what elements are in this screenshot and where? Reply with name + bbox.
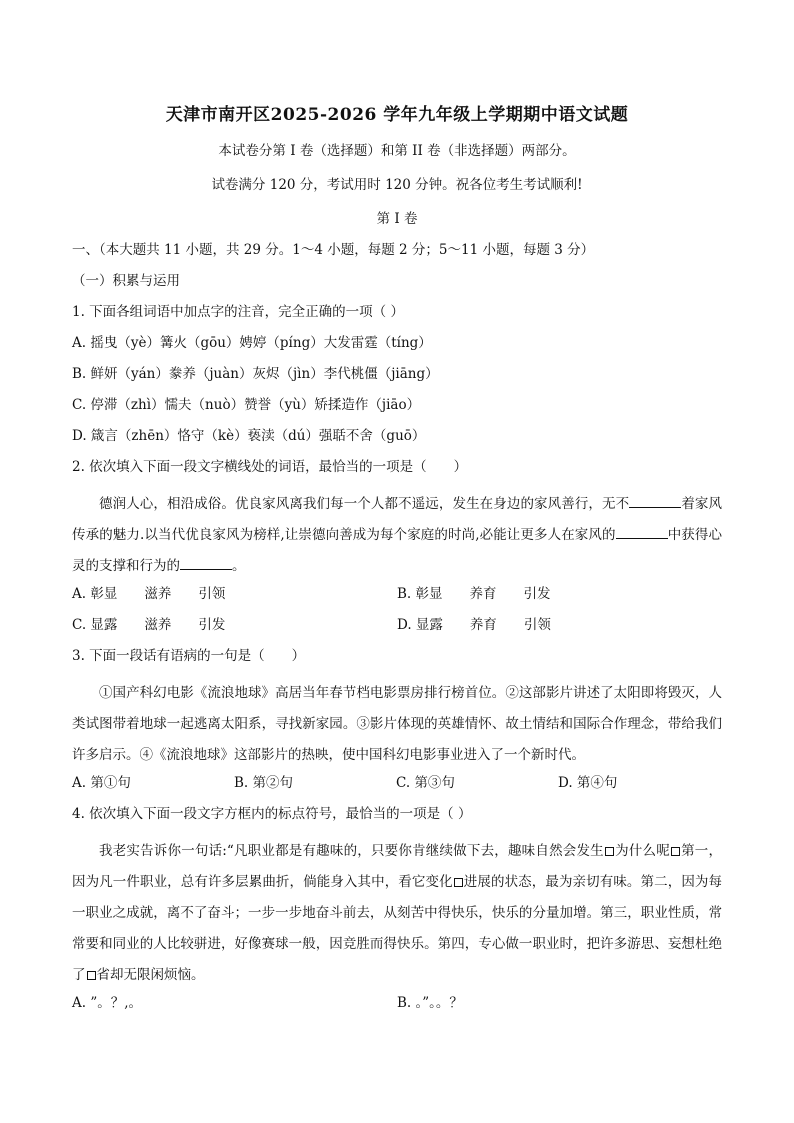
question-2-options-row-2 — [72, 616, 722, 635]
part-heading: （一）积累与运用 — [72, 273, 180, 289]
question-4-options-row-1 — [72, 994, 722, 1013]
exam-page — [72, 100, 722, 1025]
punctuation-box-3 — [454, 878, 463, 887]
question-1-option-d: D. 箴言（zhēn）恪守（kè）亵渎（dú）强聒不舍（guō） — [72, 428, 426, 444]
passage-text-4: 。 — [232, 558, 246, 574]
punctuation-box-2 — [671, 847, 680, 856]
question-3-option-d: D. 第④句 — [558, 775, 618, 791]
question-1-stem: 1. 下面各组词语中加点字的注音，完全正确的一项（ ） — [72, 304, 404, 320]
question-2-option-a: A. 彰显 滋养 引领 — [72, 586, 226, 602]
punctuation-box-1 — [605, 847, 614, 856]
exam-subtitle-structure: 本试卷分第 I 卷（选择题）和第 II 卷（非选择题）两部分。 — [218, 143, 576, 159]
punctuation-box-4 — [87, 971, 96, 980]
passage-text-2: 为什么呢 — [614, 843, 670, 859]
question-4-passage — [72, 836, 722, 991]
exam-subtitle-time: 试卷满分 120 分，考试用时 120 分钟。祝各位考生考试顺利! — [211, 177, 583, 193]
exam-title: 天津市南开区2025-2026 学年九年级上学期期中语文试题 — [165, 105, 629, 125]
question-2-option-b: B. 彰显 养育 引发 — [397, 586, 551, 602]
question-3-passage: ①国产科幻电影《流浪地球》高居当年春节档电影票房排行榜首位。②这部影片讲述了太阳即将毁灭，人类试图带着地球一起逃离太阳系，寻找新家园。③影片体现的英雄情怀、故土情结和国际合作理念，带给我们许多启示。④《流浪地球》这部影片的热映，使中国科幻电影事业进入了一个新时代。 — [72, 685, 722, 763]
passage-text-2: 着家风传承的魅力.以当代优良家风为榜样,让崇德向善成为每个家庭的时尚,必能让更多人在家风的 — [72, 496, 723, 543]
volume-heading: 第 I 卷 — [376, 211, 418, 227]
section-intro: 一、（本大题共 11 小题，共 29 分。1～4 小题，每题 2 分；5～11 小题，每题 3 分） — [72, 242, 595, 258]
question-1-option-c: C. 停滞（zhì）懦夫（nuò）赞誉（yù）矫揉造作（jiāo） — [72, 397, 421, 413]
question-3-option-a: A. 第①句 — [72, 775, 131, 791]
question-1-option-b: B. 鲜妍（yán）豢养（juàn）灰烬（jìn）李代桃僵（jiāng） — [72, 366, 439, 382]
passage-text-3: 第一，因为凡一件职业，总有许多层累曲折，倘能身入其中，看它变化 — [72, 843, 723, 890]
passage-text-1: 我老实告诉你一句话:“凡职业都是有趣味的，只要你肯继续做下去，趣味自然会发生 — [99, 843, 604, 859]
fill-blank-2 — [616, 524, 668, 539]
passage-text-4: 进展的状态，最为亲切有味。第二，因为每一职业之成就，离不了奋斗；一步一步地奋斗前去，从刻苦中得快乐，快乐的分量加增。第三，职业性质，常常要和同业的人比较骈进，好像赛球一般，因竞胜而得快乐。第四，专心做一职业时，把许多游思、妄想杜绝了 — [72, 874, 723, 983]
fill-blank-3 — [180, 555, 232, 570]
question-3-option-b: B. 第②句 — [234, 775, 294, 791]
question-2-passage — [72, 489, 722, 582]
question-2-option-d: D. 显露 养育 引领 — [397, 617, 551, 633]
question-2-option-c: C. 显露 滋养 引发 — [72, 617, 226, 633]
fill-blank-1 — [629, 493, 681, 508]
question-1-option-a: A. 摇曳（yè）篝火（gōu）娉婷（píng）大发雷霆（tíng） — [72, 335, 432, 351]
question-3-option-c: C. 第③句 — [396, 775, 455, 791]
question-4-option-a: A. ”。？,。 — [72, 995, 143, 1011]
question-3-options — [72, 774, 722, 793]
question-4-stem: 4. 依次填入下面一段文字方框内的标点符号，最恰当的一项是（ ） — [72, 806, 472, 822]
question-4-option-b: B. 。”。。？ — [397, 995, 463, 1011]
question-2-stem: 2. 依次填入下面一段文字横线处的词语，最恰当的一项是（ ） — [72, 459, 468, 475]
question-3-stem: 3. 下面一段话有语病的一句是（ ） — [72, 648, 306, 664]
passage-text-3: 中获得心灵的支撑和行为的 — [72, 527, 723, 574]
passage-text-1: 德润人心，相沿成俗。优良家风离我们每一个人都不遥远，发生在身边的家风善行，无不 — [99, 496, 630, 512]
passage-text-5: 省却无限闲烦恼。 — [96, 967, 205, 983]
question-2-options-row-1 — [72, 585, 722, 604]
